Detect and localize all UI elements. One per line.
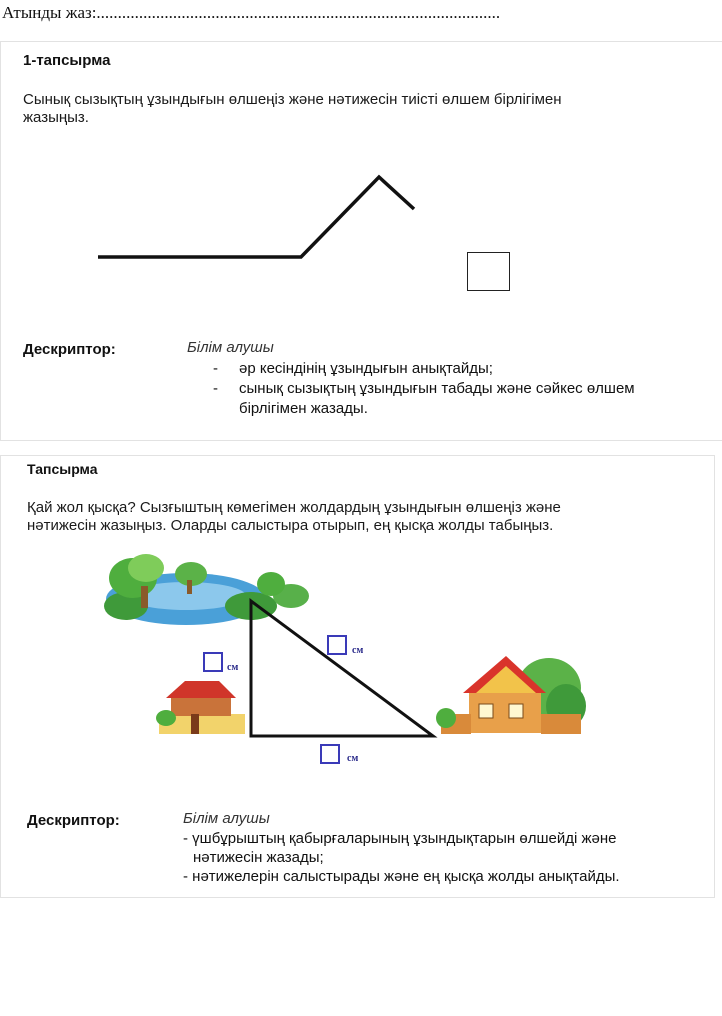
- village-house-illustration: [436, 656, 586, 734]
- bullet-dash: -: [213, 360, 218, 377]
- unit-label-cm: см: [347, 753, 359, 764]
- vertical-side-answer-box[interactable]: [203, 652, 223, 672]
- unit-label-cm: см: [352, 645, 364, 656]
- task1-answer-box[interactable]: [467, 252, 510, 291]
- student-name-prompt[interactable]: Атынды жаз:...............................................................................................: [2, 3, 501, 22]
- unit-label-cm: см: [227, 662, 239, 673]
- task2-card: [0, 455, 715, 898]
- task1-descriptor-label: Дескриптор:: [23, 341, 116, 358]
- task1-card: [0, 41, 722, 441]
- task1-descriptor-subject: Білім алушы: [187, 339, 274, 356]
- path-triangle: [251, 601, 433, 736]
- task2-instruction-line1: Қай жол қысқа? Сызғыштың көмегімен жолдардың ұзындығын өлшеңіз және: [27, 499, 561, 516]
- task2-instruction-line2: нәтижесін жазыңыз. Оларды салыстыра отырып, ең қысқа жолды табыңыз.: [27, 517, 554, 534]
- task1-bullet-1: әр кесіндінің ұзындығын анықтайды;: [239, 360, 493, 377]
- task1-bullet-2-line1: сынық сызықтың ұзындығын табады және сәйкес өлшем: [239, 380, 635, 397]
- bullet-dash: -: [213, 380, 218, 397]
- task2-bullet-2: - нәтижелерін салыстырады және ең қысқа жолды анықтайды.: [183, 868, 620, 885]
- task1-instruction-line2: жазыңыз.: [23, 109, 89, 126]
- broken-line-figure: [1, 167, 722, 327]
- broken-line: [98, 177, 414, 257]
- paths-illustration: [1, 456, 714, 776]
- lake-with-trees-illustration: [104, 554, 309, 625]
- task2-descriptor-label: Дескриптор:: [27, 812, 120, 829]
- horizontal-side-answer-box[interactable]: [320, 744, 340, 764]
- task2-bullet-1-line2: нәтижесін жазады;: [193, 849, 324, 866]
- task2-title: Тапсырма: [27, 461, 98, 477]
- small-house-illustration: [156, 681, 245, 734]
- task2-descriptor-subject: Білім алушы: [183, 810, 270, 827]
- task2-bullet-1-line1: - үшбұрыштың қабырғаларының ұзындықтарын өлшейді және: [183, 830, 617, 847]
- task1-title: 1-тапсырма: [23, 52, 111, 69]
- task1-bullet-2-line2: бірлігімен жазады.: [239, 400, 368, 417]
- task1-instruction-line1: Сынық сызықтың ұзындығын өлшеңіз және нәтижесін тиісті өлшем бірлігімен: [23, 91, 562, 108]
- hypotenuse-answer-box[interactable]: [327, 635, 347, 655]
